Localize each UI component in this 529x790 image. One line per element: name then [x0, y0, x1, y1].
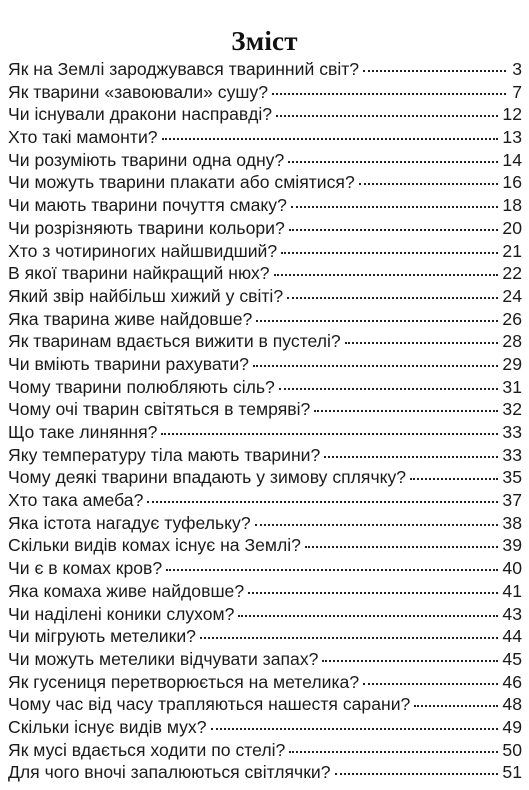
dot-leader	[410, 466, 498, 480]
toc-entry-title: Як тваринам вдається вижити в пустелі?	[8, 331, 341, 352]
toc-entry-title: Чи мігрують метелики?	[8, 626, 196, 647]
dot-leader	[272, 81, 506, 95]
toc-entry	[8, 126, 522, 149]
toc-entry-page-number: 18	[502, 195, 522, 216]
dot-leader	[211, 716, 499, 730]
toc-entry	[8, 512, 522, 535]
toc-entry-title: Чи мають тварини почуття смаку?	[8, 195, 287, 216]
toc-entry-page-number: 41	[502, 580, 522, 601]
dot-leader	[147, 489, 498, 503]
dot-leader	[281, 240, 498, 254]
toc-entry	[8, 398, 522, 421]
toc-entry	[8, 466, 522, 489]
dot-leader	[274, 262, 499, 276]
dot-leader	[335, 761, 499, 775]
toc-entry-title: Який звір найбільш хижий у світі?	[8, 285, 284, 306]
toc-entry-title: В якої тварини найкращий нюх?	[8, 263, 270, 284]
toc-entry-page-number: 21	[502, 240, 522, 261]
toc-entry-page-number: 51	[502, 762, 522, 783]
toc-entry-page-number: 45	[502, 648, 522, 669]
toc-entry-title: Яку температуру тіла мають тварини?	[8, 444, 321, 465]
toc-entry-page-number: 33	[502, 444, 522, 465]
toc-entry-page-number: 40	[502, 558, 522, 579]
toc-entry	[8, 603, 522, 626]
dot-leader	[363, 58, 506, 72]
toc-entry	[8, 81, 522, 104]
toc-entry	[8, 308, 522, 331]
dot-leader	[248, 580, 498, 594]
dot-leader	[359, 171, 499, 185]
toc-entry-title: Хто така амеба?	[8, 490, 144, 511]
toc-entry	[8, 489, 522, 512]
dot-leader	[166, 557, 498, 571]
dot-leader	[276, 103, 498, 117]
dot-leader	[256, 308, 498, 322]
dot-leader	[322, 648, 498, 662]
toc-entry	[8, 534, 522, 557]
toc-entry-title: Чи є в комах кров?	[8, 558, 163, 579]
toc-entry-page-number: 33	[502, 422, 522, 442]
page-title: Зміст	[231, 26, 298, 57]
toc-entry-page-number: 7	[512, 81, 522, 102]
dot-leader	[345, 330, 499, 344]
toc-entry-title: Чому очі тварин світяться в темряві?	[8, 399, 311, 420]
toc-entry-title: Як мусі вдається ходити по стелі?	[8, 739, 286, 760]
toc-entry	[8, 285, 522, 308]
toc-entry	[8, 217, 522, 240]
toc-entry-page-number: 16	[502, 172, 522, 193]
dot-leader	[287, 285, 498, 299]
toc-entry	[8, 739, 522, 762]
toc-entry-page-number: 20	[502, 217, 522, 238]
toc-entry-title: Яка комаха живе найдовше?	[8, 580, 245, 601]
toc-entry-page-number: 31	[502, 376, 522, 397]
toc-entry	[8, 103, 522, 126]
toc-entry-title: Як гусениця перетворюється на метелика?	[8, 671, 360, 692]
toc-entry	[8, 353, 522, 376]
toc-entry-page-number: 29	[502, 353, 522, 374]
toc-entry	[8, 557, 522, 580]
toc-entry-page-number: 13	[502, 127, 522, 148]
toc-entry	[8, 194, 522, 217]
toc-entry-title: Чому тварини полюбляють сіль?	[8, 376, 275, 397]
dot-leader	[200, 625, 498, 639]
toc-entry	[8, 376, 522, 399]
dot-leader	[253, 353, 498, 367]
toc-entry-page-number: 14	[502, 149, 522, 170]
toc-entry	[8, 330, 522, 353]
toc-entry	[8, 171, 522, 194]
dot-leader	[162, 126, 499, 140]
toc-entry-page-number: 35	[502, 467, 522, 488]
toc-entry-title: Для чого вночі запалюються світлячки?	[8, 762, 331, 783]
toc-entry-title: Чому деякі тварини впадають у зимову сплячку?	[8, 467, 407, 488]
toc-entry-title: Чи існували дракони насправді?	[8, 104, 273, 125]
toc-entry-page-number: 3	[512, 59, 522, 79]
table-of-contents	[8, 58, 522, 784]
toc-entry-title: Чи наділені коники слухом?	[8, 603, 235, 624]
toc-entry-title: Чи розуміють тварини одна одну?	[8, 149, 285, 170]
toc-entry-page-number: 46	[502, 671, 522, 692]
toc-entry	[8, 240, 522, 263]
toc-entry-page-number: 28	[502, 331, 522, 352]
dot-leader	[289, 217, 499, 231]
toc-entry-title: Хто з чотириногих найшвидший?	[8, 240, 278, 261]
dot-leader	[289, 739, 498, 753]
toc-entry-page-number: 32	[502, 399, 522, 420]
toc-entry	[8, 262, 522, 285]
toc-entry-page-number: 26	[502, 308, 522, 329]
toc-entry-page-number: 38	[502, 512, 522, 533]
toc-entry	[8, 149, 522, 172]
toc-entry-title: Чому час від часу трапляються нашестя сарани?	[8, 694, 411, 715]
toc-entry-title: Хто такі мамонти?	[8, 127, 158, 148]
toc-entry-page-number: 22	[502, 263, 522, 284]
toc-entry-page-number: 50	[502, 739, 522, 760]
dot-leader	[305, 534, 498, 548]
dot-leader	[363, 671, 498, 685]
toc-entry	[8, 716, 522, 739]
dot-leader	[314, 398, 498, 412]
toc-entry-title: Як на Землі зароджувався тваринний світ?	[8, 59, 360, 79]
toc-entry-title: Скільки видів комах існує на Землі?	[8, 535, 301, 556]
toc-entry-page-number: 44	[502, 626, 522, 647]
toc-entry	[8, 444, 522, 467]
dot-leader	[255, 512, 499, 526]
dot-leader	[414, 693, 498, 707]
dot-leader	[279, 376, 499, 390]
toc-entry-title: Чи вміють тварини рахувати?	[8, 353, 249, 374]
toc-entry-title: Як тварини «завоювали» сушу?	[8, 81, 269, 102]
dot-leader	[238, 603, 498, 617]
toc-entry-title: Чи можуть метелики відчувати запах?	[8, 648, 319, 669]
toc-entry-page-number: 49	[502, 716, 522, 737]
toc-entry	[8, 648, 522, 671]
toc-entry	[8, 671, 522, 694]
toc-entry	[8, 580, 522, 603]
toc-entry-page-number: 43	[502, 603, 522, 624]
toc-entry-page-number: 12	[502, 104, 522, 125]
toc-entry-title: Яка тварина живе найдовше?	[8, 308, 253, 329]
toc-entry-page-number: 48	[502, 694, 522, 715]
toc-entry-page-number: 37	[502, 490, 522, 511]
dot-leader	[161, 421, 498, 435]
toc-entry-title: Чи можуть тварини плакати або сміятися?	[8, 172, 355, 193]
toc-entry-title: Що таке линяння?	[8, 422, 158, 442]
toc-entry-title: Скільки існує видів мух?	[8, 716, 207, 737]
toc-entry	[8, 693, 522, 716]
toc-entry	[8, 625, 522, 648]
toc-entry-title: Чи розрізняють тварини кольори?	[8, 217, 285, 238]
toc-entry-page-number: 39	[502, 535, 522, 556]
toc-entry	[8, 421, 522, 444]
toc-entry	[8, 58, 522, 81]
toc-entry-title: Яка істота нагадує туфельку?	[8, 512, 251, 533]
toc-entry	[8, 761, 522, 784]
dot-leader	[324, 444, 498, 458]
dot-leader	[291, 194, 499, 208]
toc-entry-page-number: 24	[502, 285, 522, 306]
dot-leader	[288, 149, 498, 163]
